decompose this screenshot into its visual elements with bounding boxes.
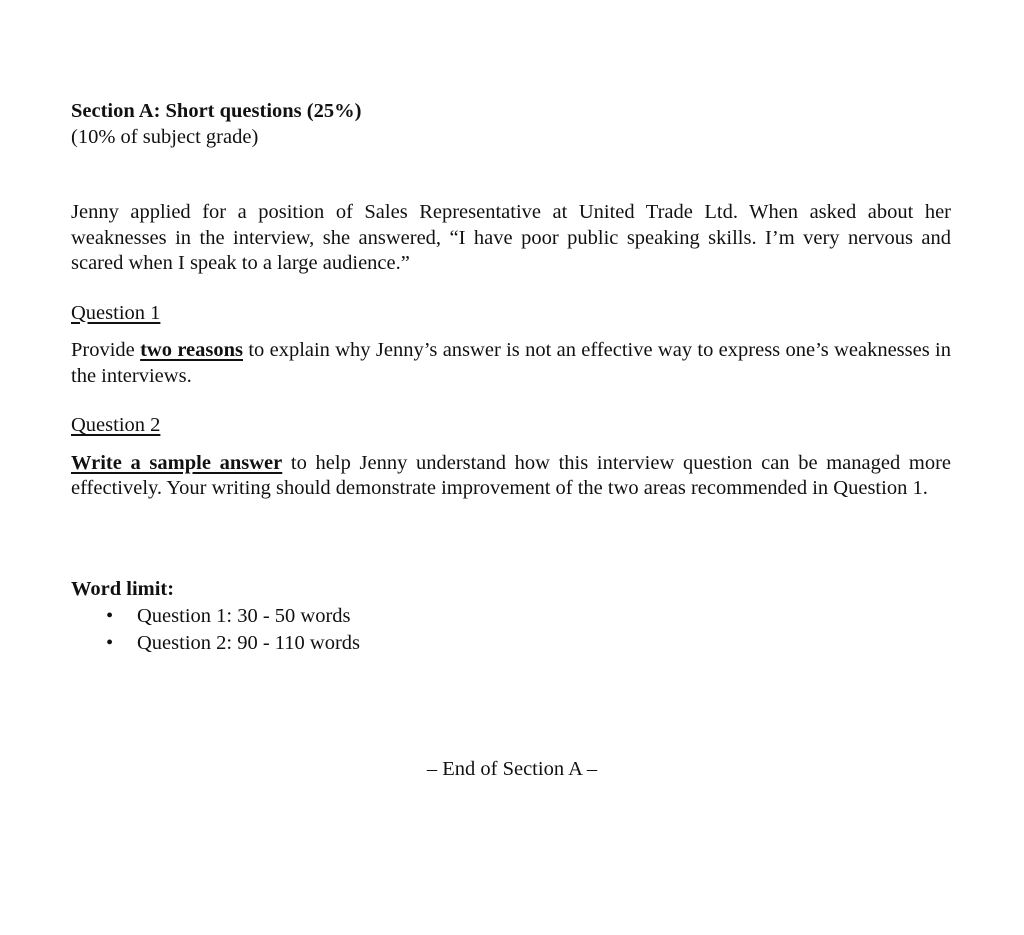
scenario-paragraph: Jenny applied for a position of Sales Representative at United Trade Ltd. When asked about her weaknesses in the interview, she answered, “I have poor public speaking skills. I’m very nervous and scared when I speak to a large audience.”	[71, 201, 951, 274]
end-of-section: – End of Section A –	[426, 758, 598, 780]
question-1-label: Question 1	[71, 301, 161, 324]
word-limit-text: Question 2: 90 - 110 words	[137, 631, 361, 654]
section-title: Section A: Short questions (25%)	[71, 100, 362, 122]
question-1-emphasis: two reasons	[140, 339, 243, 361]
word-limit-list	[71, 603, 951, 656]
bullet-icon: •	[106, 605, 114, 627]
question-1-text	[71, 338, 951, 389]
word-limit-item	[71, 630, 951, 657]
section-weighting: (10% of subject grade)	[71, 125, 259, 148]
bullet-icon: •	[106, 631, 114, 654]
word-limit-text: Question 1: 30 - 50 words	[137, 605, 351, 627]
word-limit-title: Word limit:	[71, 577, 175, 600]
question-1-suffix: to explain why Jenny’s answer is not an effective way to express one’s weaknesses in the interviews.	[71, 339, 951, 387]
exam-section	[71, 99, 951, 656]
question-1-prefix: Provide	[71, 339, 141, 361]
question-2-text	[71, 451, 951, 502]
question-2-label: Question 2	[71, 414, 161, 436]
question-2-emphasis: Write a sample answer	[71, 451, 283, 474]
question-2-suffix: to help Jenny understand how this interview question can be managed more effectively. Your writing should demonstrate improvement of the two areas recommended in Question 1.	[71, 451, 952, 499]
word-limit-item	[71, 603, 951, 630]
